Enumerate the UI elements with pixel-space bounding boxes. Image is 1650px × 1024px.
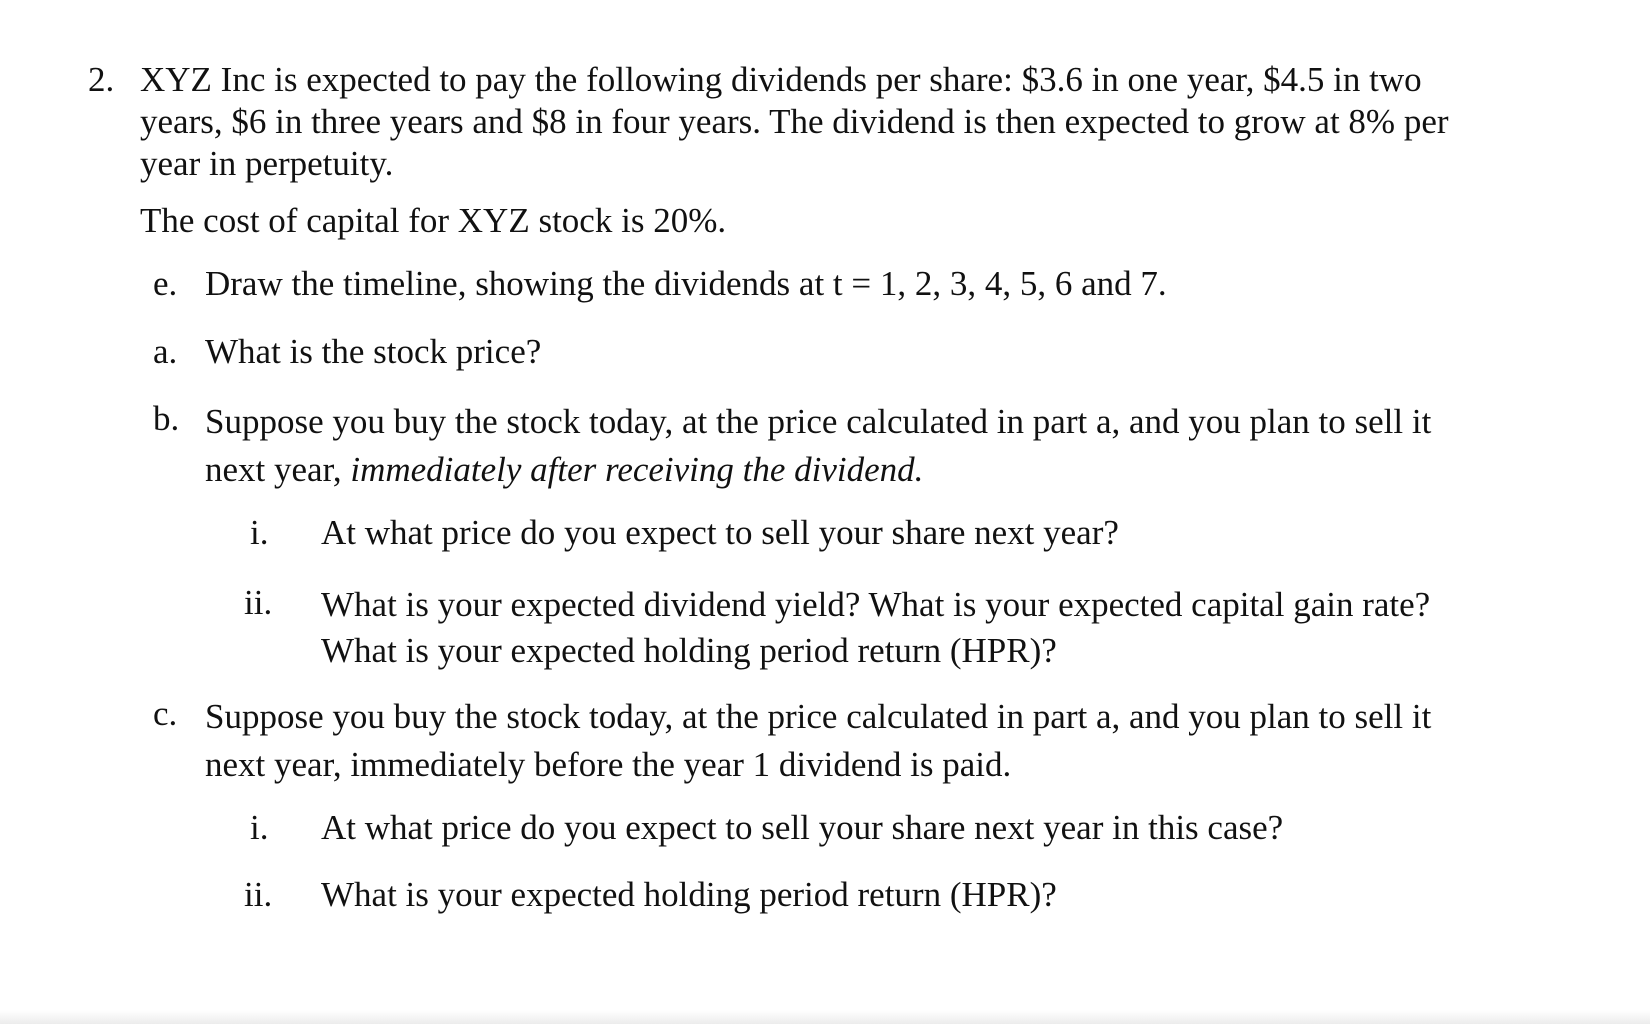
part-e-text: Draw the timeline, showing the dividends at t = 1, 2, 3, 4, 5, 6 and 7. xyxy=(205,264,1167,303)
part-b-i-label: i. xyxy=(250,513,269,552)
part-c-text xyxy=(205,693,1431,789)
cost-of-capital: The cost of capital for XYZ stock is 20%. xyxy=(140,201,727,240)
part-c-i-label: i. xyxy=(250,808,269,847)
part-b-ii-line: What is your expected holding period return (HPR)? xyxy=(321,631,1057,670)
question-stem-line: year in perpetuity. xyxy=(140,144,394,183)
part-b-i-text: At what price do you expect to sell your share next year? xyxy=(321,513,1119,552)
part-b-line xyxy=(205,446,1431,494)
question-stem xyxy=(140,59,1449,185)
part-c-ii-label: ii. xyxy=(244,875,273,914)
part-b-ii-text xyxy=(321,582,1430,674)
part-c-label: c. xyxy=(153,694,178,733)
part-b-line2-plain: next year, xyxy=(205,450,351,489)
question-stem-line: years, $6 in three years and $8 in four years. The dividend is then expected to grow at 8% per xyxy=(140,102,1449,141)
part-a-text: What is the stock price? xyxy=(205,332,542,371)
question-number: 2. xyxy=(88,60,115,99)
page-bottom-edge xyxy=(0,1010,1650,1024)
part-b-ii-line: What is your expected dividend yield? What is your expected capital gain rate? xyxy=(321,585,1431,624)
part-c-line: next year, immediately before the year 1 dividend is paid. xyxy=(205,745,1012,784)
part-c-line: Suppose you buy the stock today, at the price calculated in part a, and you plan to sell it xyxy=(205,697,1432,736)
part-b-text xyxy=(205,398,1431,494)
part-a-label: a. xyxy=(153,332,178,371)
part-b-ii-label: ii. xyxy=(244,583,273,622)
part-e-label: e. xyxy=(153,264,178,303)
part-c-i-text: At what price do you expect to sell your share next year in this case? xyxy=(321,808,1284,847)
part-c-ii-text: What is your expected holding period return (HPR)? xyxy=(321,875,1057,914)
part-b-line: Suppose you buy the stock today, at the price calculated in part a, and you plan to sell it xyxy=(205,402,1432,441)
part-b-label: b. xyxy=(153,399,180,438)
question-stem-line: XYZ Inc is expected to pay the following dividends per share: $3.6 in one year, $4.5 in two xyxy=(140,60,1422,99)
part-b-line2-italic: immediately after receiving the dividend. xyxy=(350,450,924,489)
